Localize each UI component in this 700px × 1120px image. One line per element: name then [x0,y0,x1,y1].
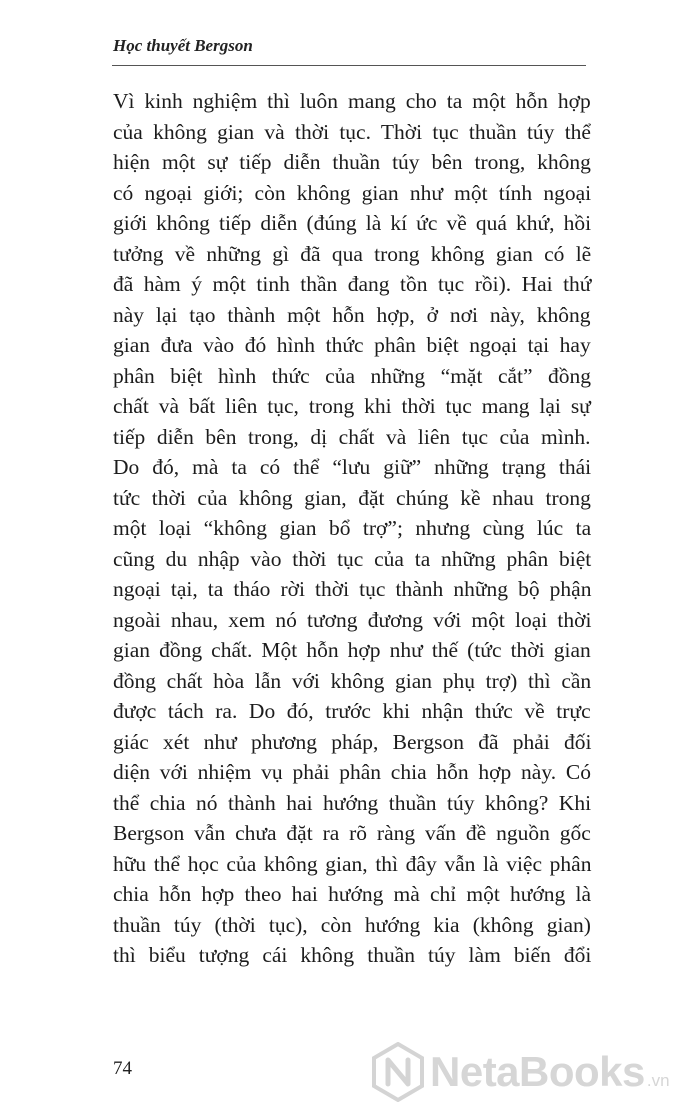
body-line: thì biểu tượng cái không thuần túy làm biến đổi [113,943,592,967]
body-line: thuần túy (thời tục), còn hướng kia (không gian) [113,912,591,937]
body-line: đồng chất hòa lẫn với không gian phụ trợ) thì cần [113,668,592,693]
body-line: có ngoại giới; còn không gian như một tính ngoại [113,180,592,205]
netabooks-logo-icon [372,1042,424,1102]
body-line: giác xét như phương pháp, Bergson đã phải đối [113,729,592,754]
body-line: gian đồng chất. Một hỗn hợp như thế (tức thời gian [113,638,591,662]
body-line: gian đưa vào đó hình thức phân biệt ngoại tại hay [113,333,591,357]
body-line: phân biệt hình thức của những “mặt cắt” đồng [113,363,592,388]
body-line: chia hỗn hợp theo hai hướng mà chỉ một hướng là [113,882,591,906]
body-line: này lại tạo thành một hỗn hợp, ở nơi này, không [113,302,591,327]
body-line: Vì kinh nghiệm thì luôn mang cho ta một hỗn hợp [113,89,591,113]
body-line: hiện một sự tiếp diễn thuần túy bên trong, không [113,150,591,174]
body-line: ngoài nhau, xem nó tương đương với một loại thời [113,607,592,632]
running-header: Học thuyết Bergson [113,36,253,55]
body-line: tưởng về những gì đã qua trong không gian có lẽ [113,241,592,266]
body-line: một loại “không gian bổ trợ”; nhưng cùng lúc ta [113,516,592,540]
body-line: Bergson vẫn chưa đặt ra rõ ràng vấn đề nguồn gốc [113,821,591,845]
body-line: tức thời của không gian, đặt chúng kề nhau trong [113,485,591,510]
body-line: chất và bất liên tục, trong khi thời tục mang lại sự [113,394,591,418]
watermark-tld: .vn [646,1071,670,1090]
body-line: giới không tiếp diễn (đúng là kí ức về quá khứ, hồi [113,211,592,235]
body-line: được tách ra. Do đó, trước khi nhận thức về trực [113,699,591,723]
watermark [372,1042,670,1102]
body-line: đã hàm ý một tinh thần đang tồn tục rồi). Hai thứ [113,272,592,296]
body-line: ngoại tại, ta tháo rời thời tục thành những bộ phận [113,577,592,601]
body-line: tiếp diễn bên trong, dị chất và liên tục của mình. [113,424,591,449]
page-number: 74 [113,1058,132,1079]
body-line: diện với nhiệm vụ phải phân chia hỗn hợp này. Có [113,760,591,784]
header-rule [112,65,586,66]
body-line: cũng du nhập vào thời tục của ta những phân biệt [113,546,592,571]
watermark-brand: NetaBooks [430,1048,645,1095]
body-line: thể chia nó thành hai hướng thuần túy không? Khi [113,790,592,815]
body-text [113,86,591,971]
body-line: Do đó, mà ta có thể “lưu giữ” những trạng thái [113,455,592,479]
body-line: hữu thể học của không gian, thì đây vẫn là việc phân [113,851,592,876]
body-line: của không gian và thời tục. Thời tục thuần túy thể [113,119,591,144]
